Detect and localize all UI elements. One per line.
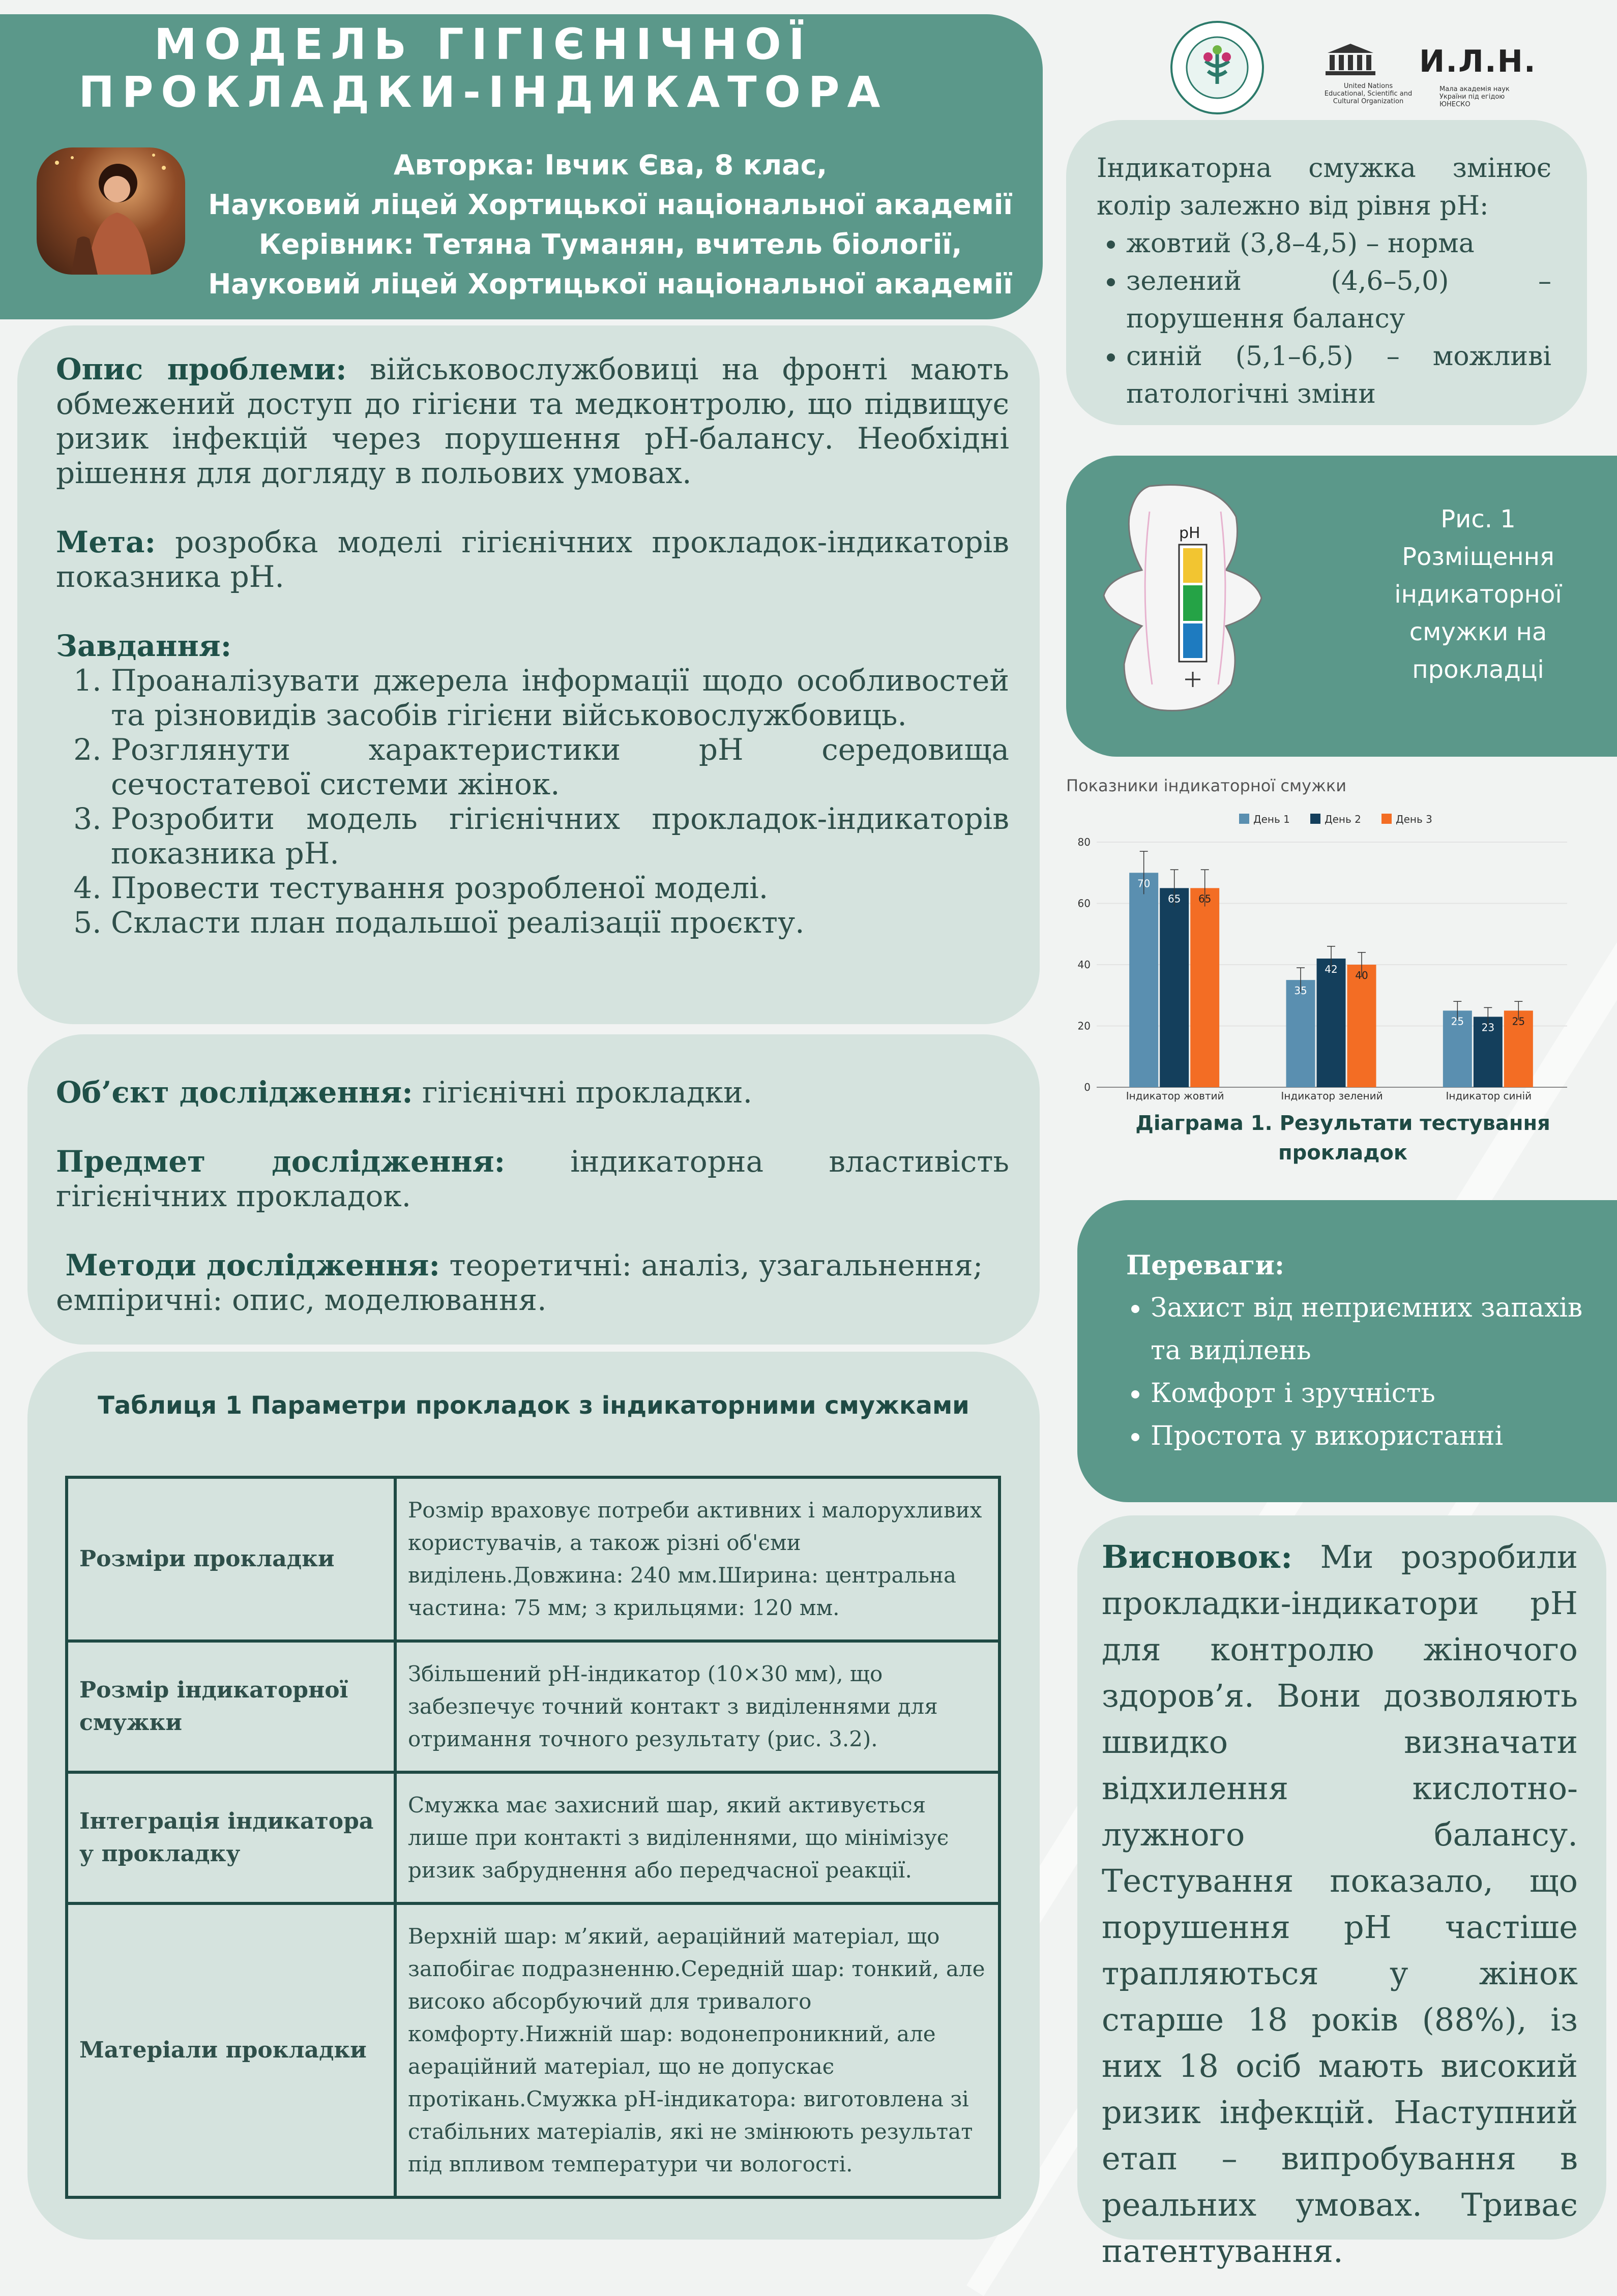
table-row-header: Інтеграція індикатора у прокладку <box>67 1772 395 1903</box>
data-label: 25 <box>1451 1015 1464 1028</box>
conclusion-text: Ми розробили прокладки-індикатори pH для контролю жіночого здоров’я. Вони дозволяють швидко визначати відхилення кислотно-лужного балансу. Тестування показало, що порушення pH частіше трапляються у жінок старше 18 років (88%), із них 18 осіб мають високий ризик інфекцій. Наступний етап – випробування в реальних умовах. Триває патентування. <box>1102 1538 1578 2270</box>
bar <box>1317 959 1346 1087</box>
data-label: 40 <box>1355 969 1368 981</box>
chart-caption: Діаграма 1. Результати тестування прокладок <box>1135 1112 1550 1165</box>
subject-label: Предмет дослідження: <box>56 1144 506 1179</box>
task-item: 2. Розглянути характеристики pH середовища сечостатевої системи жінок. <box>111 732 1009 801</box>
task-item: 5. Скласти план подальшої реалізації проєкту. <box>111 905 1009 940</box>
yellow-zone <box>1183 548 1202 583</box>
supervisor-line: Керівник: Тетяна Туманян, вчитель біології, <box>258 228 962 260</box>
table-cell: Верхній шар: м’який, аераційний матеріал, що запобігає подразненню.Середній шар: тонкий, але високо абсорбуючий для тривалого комфорту.Нижній шар: водонепроникний, але аераційний матеріал, що не допускає протікань.Смужка pH-індикатора: виготовлена зі стабільних матеріалів, які не змінюють результат під впливом температури чи вологості. <box>395 1903 999 2197</box>
author-photo <box>37 147 185 275</box>
title-line-2: ПРОКЛАДКИ-ІНДИКАТОРА <box>78 67 888 117</box>
problem-panel <box>17 325 1040 1024</box>
figure-caption: Рис. 1 Розміщення індикаторної смужки на прокладці <box>1394 505 1562 684</box>
blue-zone <box>1183 623 1202 658</box>
y-tick-label: 0 <box>1084 1081 1091 1093</box>
advantages-label: Переваги: <box>1126 1250 1285 1281</box>
task-item: 1. Проаналізувати джерела інформації щодо особливостей та різновидів засобів гігієни військовослужбовиць. <box>111 663 1009 732</box>
unesco-text-1: United Nations <box>1343 82 1393 90</box>
legend-label: День 3 <box>1396 813 1432 825</box>
bar <box>1347 965 1376 1087</box>
object-label: Об’єкт дослідження: <box>56 1075 413 1110</box>
green-zone <box>1183 585 1202 621</box>
table-cell: Розмір враховує потреби активних і малорухливих користувачів, а також різні об'єми виділень.Довжина: 240 мм.Ширина: центральна частина: 75 мм; з крильцями: 120 мм. <box>395 1477 999 1641</box>
table-row-header: Розміри прокладки <box>67 1477 395 1641</box>
object-text: гігієнічні прокладки. <box>413 1075 753 1110</box>
legend-label: День 1 <box>1253 813 1290 825</box>
man-text-2: України під егідою <box>1439 93 1505 101</box>
aim-label: Мета: <box>56 525 156 559</box>
table-row <box>67 1477 999 1641</box>
indicator-list <box>1097 225 1551 413</box>
data-label: 25 <box>1512 1015 1525 1028</box>
bar <box>1190 888 1219 1087</box>
supervisor-school: Науковий ліцей Хортицької національної академії <box>208 268 1013 300</box>
subject-text: індикаторна властивість гігієнічних прокладок. <box>56 1144 1009 1213</box>
results-chart <box>1066 771 1575 1107</box>
author-school: Науковий ліцей Хортицької національної академії <box>208 189 1013 221</box>
table-cell: Збільшений pH-індикатор (10×30 мм), що забезпечує точний контакт з виділеннями для отримання точного результату (рис. 3.2). <box>395 1641 999 1772</box>
indicator-item: • синій (5,1–6,5) – можливі патологічні зміни <box>1126 338 1551 413</box>
indicator-item: • зелений (4,6–5,0) – порушення балансу <box>1126 262 1551 338</box>
unesco-text-3: Cultural Organization <box>1333 98 1404 105</box>
tasks-label: Завдання: <box>56 629 232 663</box>
man-logo-text: Ͷ.Л.Н. <box>1419 44 1537 79</box>
parameters-table <box>65 1476 1001 2199</box>
man-logo <box>1419 44 1537 115</box>
table-title: Таблиця 1 Параметри прокладок з індикаторними смужками <box>98 1391 969 1420</box>
indicator-intro: Індикаторна смужка змінює колір залежно від рівня pH: <box>1097 153 1551 221</box>
advantage-item: • Захист від неприємних запахів та виділень <box>1151 1287 1597 1372</box>
task-item: 4. Провести тестування розробленої моделі. <box>111 871 1009 905</box>
problem-text: військовослужбовиці на фронті мають обмежений доступ до гігієни та медконтролю, що підвищує ризик інфекцій через порушення pH-балансу. Необхідні рішення для догляду в польових умовах. <box>56 352 1009 490</box>
data-label: 35 <box>1294 985 1307 997</box>
task-item: 3. Розробити модель гігієнічних прокладок-індикаторів показника pH. <box>111 801 1009 871</box>
table-row <box>67 1641 999 1772</box>
table-row-header: Розмір індикаторної смужки <box>67 1641 395 1772</box>
indicator-item: • жовтий (3,8–4,5) – норма <box>1126 225 1551 262</box>
table-row <box>67 1903 999 2197</box>
aim-text: розробка моделі гігієнічних прокладок-індикаторів показника pH. <box>56 525 1009 594</box>
advantages-list <box>1126 1287 1597 1457</box>
advantage-item: • Комфорт і зручність <box>1151 1372 1597 1415</box>
methods-text: теоретичні: аналіз, узагальнення; емпіричні: опис, моделювання. <box>56 1248 983 1317</box>
problem-label: Опис проблеми: <box>56 352 347 386</box>
figure-panel <box>1066 456 1617 757</box>
indicator-panel <box>1066 120 1587 425</box>
tasks-list <box>56 663 1009 940</box>
conclusion-panel <box>1077 1515 1606 2270</box>
table-row <box>67 1772 999 1903</box>
legend-label: День 2 <box>1325 813 1361 825</box>
academy-logo <box>1170 20 1265 115</box>
ph-label: pH <box>1179 524 1200 542</box>
x-tick-label: Індикатор жовтий <box>1126 1090 1224 1102</box>
table-cell: Смужка має захисний шар, який активується лише при контакті з виділеннями, що мінімізує ризик забруднення або передчасної реакції. <box>395 1772 999 1903</box>
data-label: 65 <box>1198 892 1212 905</box>
table-row-header: Матеріали прокладки <box>67 1903 395 2197</box>
unesco-logo <box>1322 42 1414 113</box>
pad-illustration <box>1089 481 1282 715</box>
legend-swatch <box>1310 814 1320 824</box>
data-label: 70 <box>1137 877 1151 890</box>
advantages-panel <box>1077 1200 1617 1502</box>
data-label: 42 <box>1325 963 1338 975</box>
y-tick-label: 40 <box>1077 959 1091 971</box>
methods-label: Методи дослідження: <box>65 1248 440 1283</box>
y-tick-label: 20 <box>1077 1020 1091 1032</box>
man-text-1: Мала академія наук <box>1439 85 1510 93</box>
legend-swatch <box>1239 814 1249 824</box>
bar <box>1160 888 1189 1087</box>
y-tick-label: 60 <box>1077 897 1091 910</box>
y-tick-label: 80 <box>1077 836 1091 848</box>
unesco-text-2: Educational, Scientific and <box>1324 90 1413 98</box>
bar <box>1129 873 1158 1087</box>
advantage-item: • Простота у використанні <box>1151 1415 1597 1457</box>
object-panel <box>27 1034 1040 1345</box>
man-text-3: ЮНЕСКО <box>1439 101 1471 108</box>
title-line-1: МОДЕЛЬ ГІГІЄНІЧНОЇ <box>154 19 812 69</box>
data-label: 65 <box>1167 892 1181 905</box>
x-tick-label: Індикатор синій <box>1446 1090 1532 1102</box>
x-tick-label: Індикатор зелений <box>1281 1090 1383 1102</box>
legend-swatch <box>1381 814 1392 824</box>
header-panel <box>0 14 1043 319</box>
data-label: 23 <box>1481 1021 1495 1034</box>
author-line: Авторка: Івчик Єва, 8 клас, <box>393 149 828 181</box>
conclusion-label: Висновок: <box>1102 1538 1292 1575</box>
chart-title: Показники індикаторної смужки <box>1066 776 1346 795</box>
